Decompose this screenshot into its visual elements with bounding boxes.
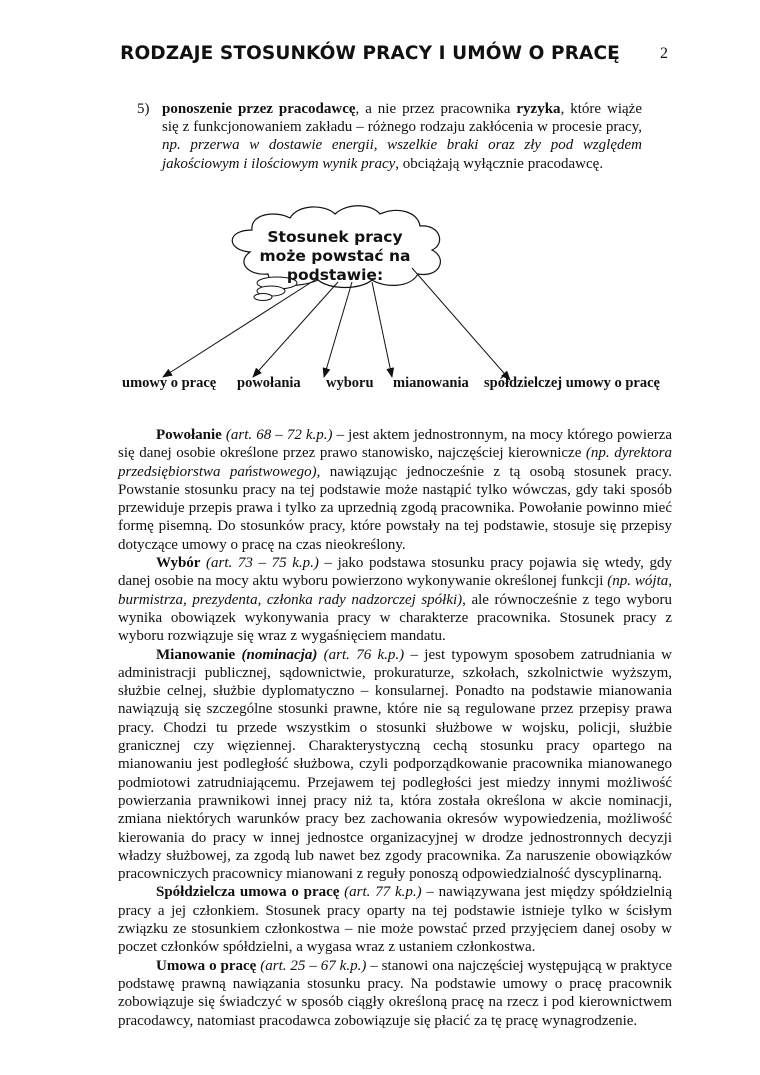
term: Wybór <box>156 555 201 572</box>
text: , ale równocześnie z tego wyboru wynika obowiązek wykonywania pracy w charakterze pracownika. Stosunek pracy z wyboru rozwiązuje się wraz z wygaśnięciem mandatu. <box>118 591 672 645</box>
label-powolania: powołania <box>237 375 301 391</box>
text: , nawiązując jednocześnie z tą osobą stosunek pracy. Powstanie stosunku pracy na tej podstawie może nastąpić tylko wówczas, gdy taki sposób przewiduje przepis prawa i tylko za uprzednią zgodą pracownika. Powołanie powinno mieć formę pisemną. Do stosunków pracy, które powstały na tej podstawie, stosuje się przepisy dotyczące umowy o pracę na czas nieokreślony. <box>118 463 672 553</box>
article-ref: (art. 77 k.p.) <box>339 884 422 901</box>
term: Spółdzielcza umowa o pracę <box>156 884 340 901</box>
paragraph-powolanie <box>118 426 672 554</box>
page-number: 2 <box>660 45 668 62</box>
bold-term: ryzyka <box>516 101 561 117</box>
text: – jest typowym sposobem zatrudniania w administracji publicznej, sądownictwie, prokuraturze, szkołach, szkolnictwie wyższym, służbie celnej, służbie dyplomatyczno – konsularnej. Ponadto na podstawie mianowania nawiązują się szczególne stosunki prawne, które nie są regulowane przez przepisy prawa pracy. Chodzi tu przede wszystkim o stosunki służbowe w wojsku, policji, służbie granicznej czy więziennej. Charakterystyczną cechą stosunku pracy opartego na mianowaniu jest podległość służbowa, czyli podporządkowanie pracownika mianowanego podmiotowi zatrudniającemu. Przejawem tej podległości jest miedzy innymi możliwość powierzania prawnikowi innej pracy niż ta, która została określona w akcie nominacji, zmiana niektórych warunków pracy bez zachowania okresów wypowiedzenia, możliwość kierowania do pracy w innej jednostce organizacyjnej w drodze jednostronnych decyzji władzy służbowej, za zgodą lub nawet bez zgody pracownika. Za naruszenie obowiązków pracowniczych pracownicy mianowani z reguły ponoszą odpowiedzialność dyscyplinarną. <box>118 646 672 883</box>
article-ref: (art. 73 – 75 k.p.) <box>200 555 319 572</box>
paragraph-umowa <box>118 957 672 1030</box>
text: – nawiązywana jest między spółdzielnią pracy a jej członkiem. Stosunek pracy oparty na tej podstawie istnieje tylko w ścisłym związku ze stosunkiem członkostwa – nie może powstać przed przyjęciem danej osoby w poczet członków spółdzielni, a wygasa wraz z ustaniem członkostwa. <box>118 884 672 956</box>
arrow-mianowania <box>372 282 392 377</box>
example-text: (np. dyrektora przedsiębiorstwa państwowego) <box>118 445 672 480</box>
text: – stanowi ona najczęściej występującą w praktyce podstawę prawną nawiązania stosunku pracy. Na podstawie umowy o pracę pracownik zobowiązuje się świadczyć w sposób ciągły określoną pracę na rzecz i pod kierownictwem pracodawcy, natomiast pracodawca zobowiązuje się płacić za tę pracę wynagrodzenie. <box>118 957 672 1029</box>
text: , a nie przez pracownika <box>355 101 517 117</box>
label-wyboru: wyboru <box>326 375 374 391</box>
list-number: 5) <box>137 101 150 117</box>
text: – jako podstawa stosunku pracy pojawia się wtedy, gdy danej osobie na mocy aktu wyboru powierzono wykonywanie określonej funkcji <box>118 555 672 590</box>
page-title: RODZAJE STOSUNKÓW PRACY I UMÓW O PRACĘ <box>120 43 620 64</box>
term-alias: (nominacja) <box>241 646 318 663</box>
body-text <box>118 426 672 1030</box>
article-ref: (art. 25 – 67 k.p.) <box>256 957 367 974</box>
term: Umowa o pracę <box>156 957 257 974</box>
diagram <box>0 0 760 420</box>
cloud-text: Stosunek pracy może powstać na podstawie: <box>259 228 411 284</box>
article-ref: (art. 68 – 72 k.p.) <box>221 427 333 443</box>
text: , obciążają wyłącznie pracodawcę. <box>395 155 604 172</box>
label-mianowania: mianowania <box>393 375 469 391</box>
arrow-spoldzielczej <box>412 268 510 380</box>
label-umowy-o-prace: umowy o pracę <box>122 375 217 391</box>
arrow-umowy <box>163 278 318 377</box>
example-text: np. przerwa w dostawie energii, wszelkie braki oraz zły pod względem jakościowym i ilościowym wynik pracy <box>162 137 642 172</box>
article-ref: (art. 76 k.p.) <box>317 646 405 663</box>
thought-bubble <box>254 294 272 301</box>
paragraph-spoldzielcza <box>118 883 672 956</box>
paragraph-wybor <box>118 554 672 645</box>
example-text: (np. wójta, burmistrza, prezydenta, członka rady nadzorczej spółki) <box>118 573 672 608</box>
paragraph-mianowanie <box>118 646 672 884</box>
term: Mianowanie <box>156 646 242 663</box>
text: , które wiąże się z funkcjonowaniem zakładu – różnego rodzaju zakłócenia w procesie pracy, <box>162 101 642 136</box>
text: – jest aktem jednostronnym, na mocy którego powierza się danej osobie określone przez prawo stanowisko, najczęściej kierownicze <box>118 427 673 462</box>
term: Powołanie <box>156 427 222 443</box>
arrow-wyboru <box>324 282 352 377</box>
bold-term: ponoszenie przez pracodawcę <box>162 101 356 117</box>
label-spoldzielczej-umowy: spółdzielczej umowy o pracę <box>484 375 660 391</box>
